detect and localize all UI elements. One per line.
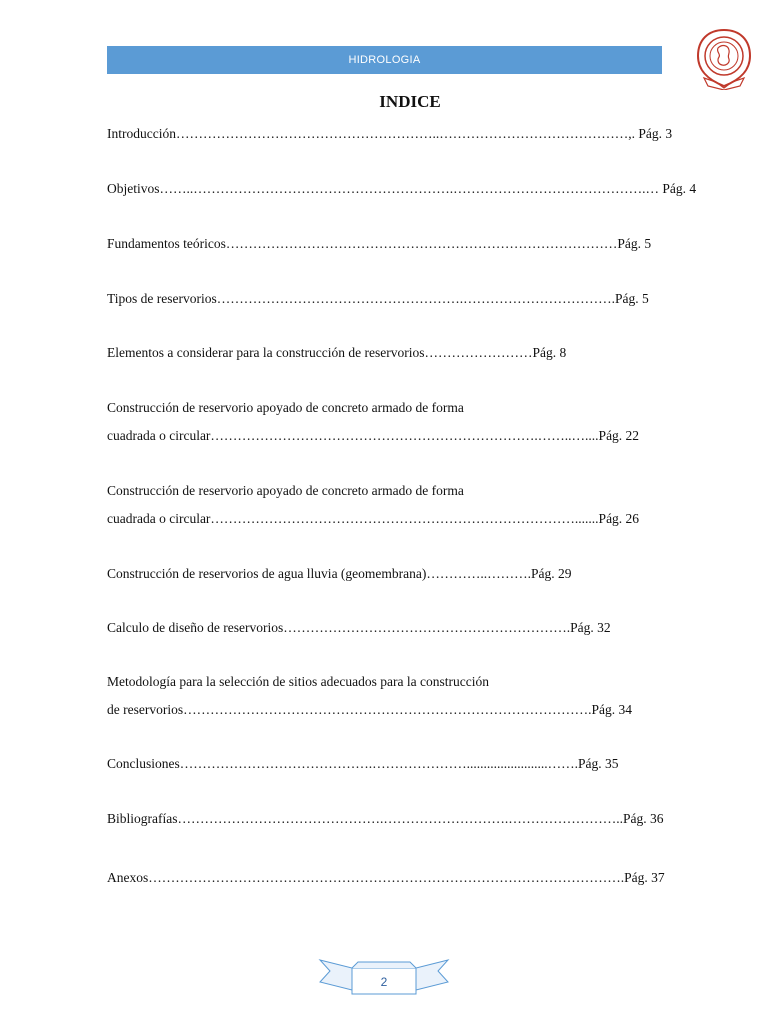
toc-line: Conclusiones…………………………………….…………………........................…….Pág. 35 [107,756,619,771]
toc-entry-calculo[interactable] [107,620,637,648]
toc-entry-metodologia[interactable] [107,674,637,730]
toc-entry-objetivos[interactable] [107,181,697,209]
toc-line: cuadrada o circular……………………………………………………………….……..…....Pág. 22 [107,428,640,443]
toc-line: Introducción…………………………………………………..……………………………………,. Pág. 3 [107,126,673,141]
header-title: HIDROLOGIA [348,54,421,66]
toc-entry-construccion-2[interactable] [107,483,640,539]
toc-line: Construcción de reservorio apoyado de concreto armado de forma [107,400,464,415]
toc-entry-anexos[interactable] [107,870,665,898]
page-title: INDICE [379,92,441,111]
toc-line: Tipos de reservorios……………………………………………….…………………………….Pág. 5 [107,291,649,306]
toc-entry-construccion-1[interactable] [107,400,640,456]
toc-entry-conclusiones[interactable] [107,756,637,784]
toc-line: Construcción de reservorios de agua lluvia (geomembrana)…………..……….Pág. 29 [107,566,572,581]
toc-line: Anexos…………………………………………………………………………………………….Pág. 37 [107,870,665,885]
header-bar [107,46,662,74]
toc-entry-introduccion[interactable] [107,126,673,154]
page-number: 2 [380,975,388,989]
toc-line: cuadrada o circular……………………………………………………………………….......Pág. 26 [107,511,640,526]
toc-line: Fundamentos teóricos……………………………………………………………………………Pág. 5 [107,236,652,251]
toc-line: Elementos a considerar para la construcción de reservorios……………………Pág. 8 [107,345,567,360]
toc-entry-bibliografias[interactable] [107,811,664,839]
toc-entry-elementos[interactable] [107,345,637,373]
toc-entry-fundamentos[interactable] [107,236,652,264]
toc-line: de reservorios……………………………………………………………………………….Pág. 34 [107,702,632,717]
toc-entry-agua-lluvia[interactable] [107,566,637,594]
toc-line: Construcción de reservorio apoyado de concreto armado de forma [107,483,464,498]
toc-entry-tipos[interactable] [107,291,649,319]
toc-line: Calculo de diseño de reservorios……………………………………………………….Pág. 32 [107,620,611,635]
university-seal-icon [696,28,752,90]
toc-line: Metodología para la selección de sitios adecuados para la construcción [107,674,489,689]
toc-line: Bibliografías……………………………………….……………………….……………………..Pág. 36 [107,811,664,826]
toc-line: Objetivos……..………………………………………………….…………………………………….… Pág. 4 [107,181,697,196]
